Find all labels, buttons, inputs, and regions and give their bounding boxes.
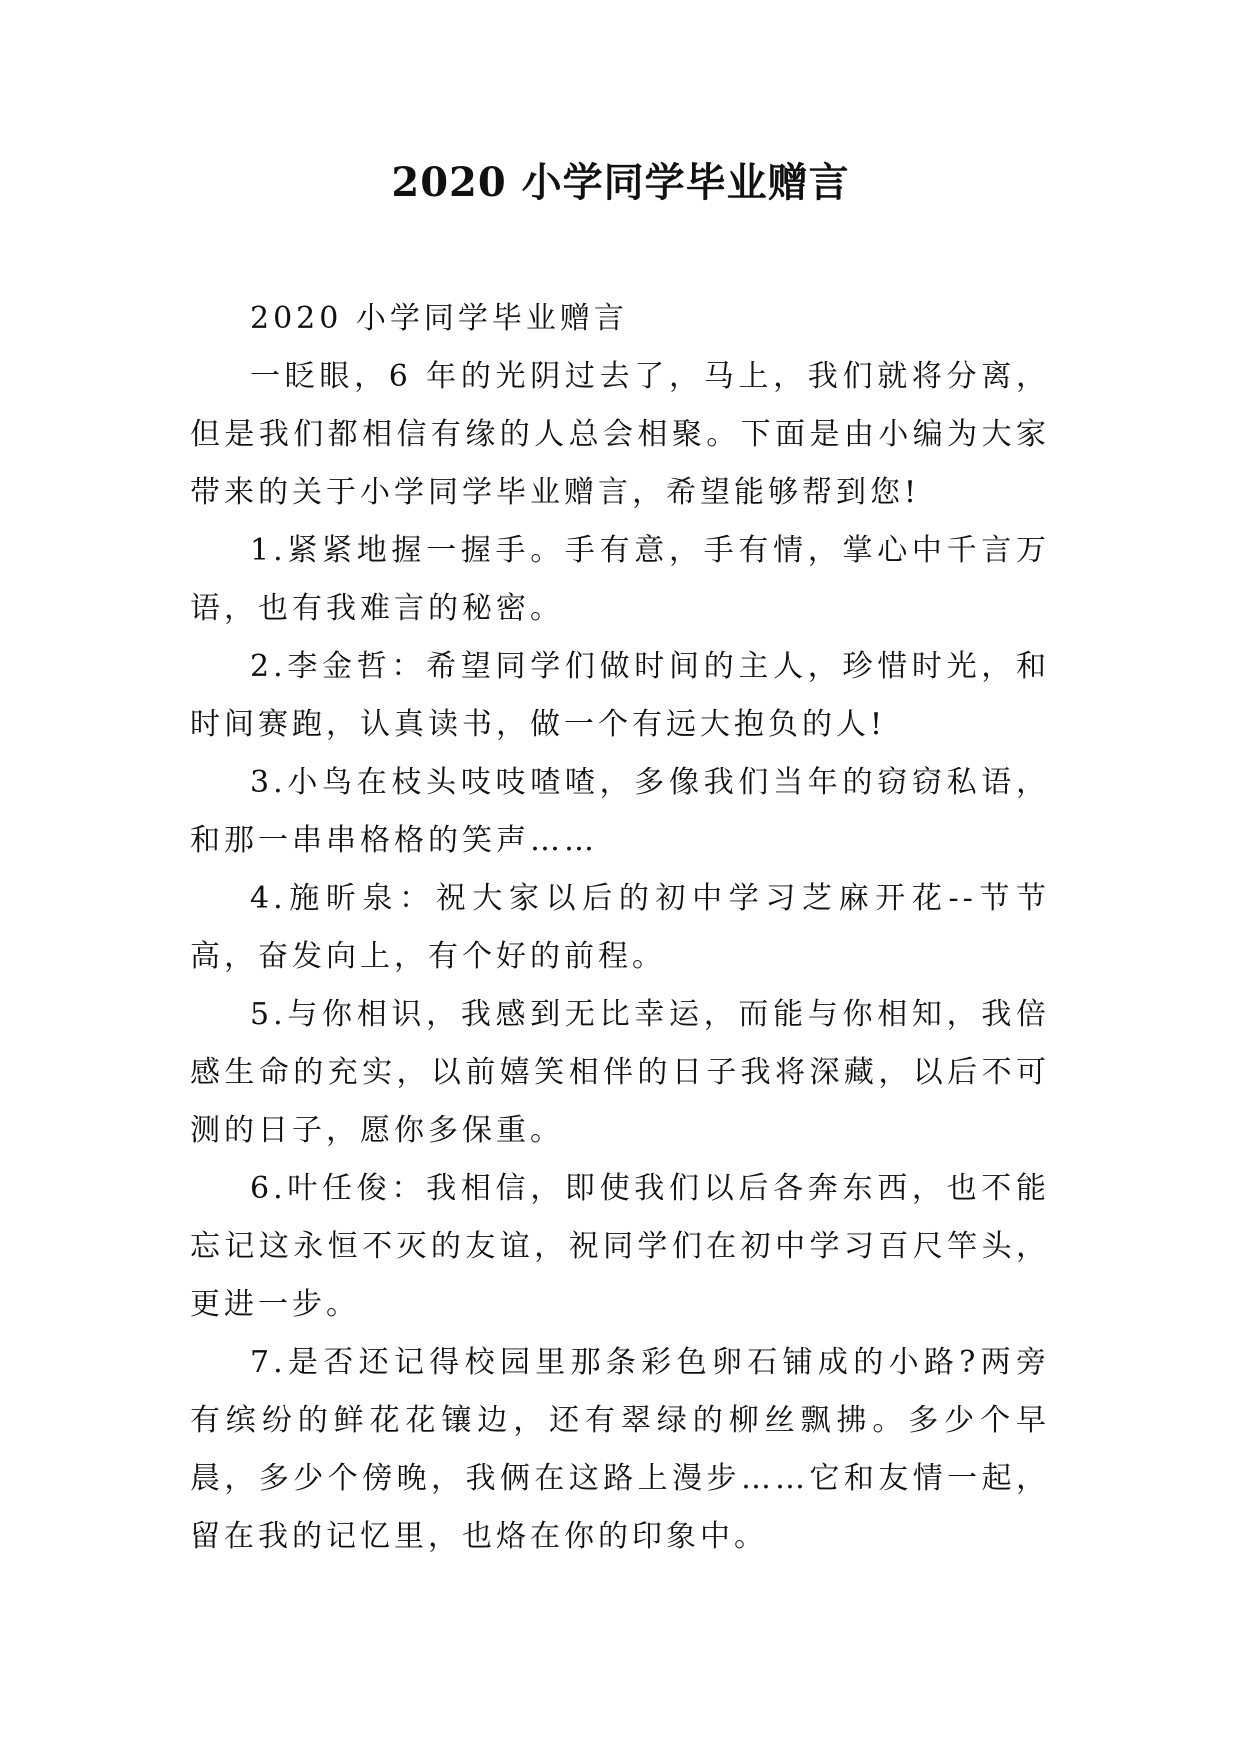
paragraph-item-7: 7.是否还记得校园里那条彩色卵石铺成的小路?两旁有缤纷的鲜花花镶边，还有翠绿的柳丝飘拂。多少个早晨，多少个傍晚，我俩在这路上漫步……它和友情一起，留在我的记忆里，也烙在你的印象中。 (190, 1345, 1050, 1554)
paragraph-item-6: 6.叶任俊：我相信，即使我们以后各奔东西，也不能忘记这永恒不灭的友谊，祝同学们在初中学习百尺竿头，更进一步。 (190, 1171, 1050, 1322)
paragraph-subtitle: 2020 小学同学毕业赠言 (250, 301, 628, 336)
paragraph-item-5: 5.与你相识，我感到无比幸运，而能与你相知，我倍感生命的充实，以前嬉笑相伴的日子我将深藏，以后不可测的日子，愿你多保重。 (190, 997, 1050, 1148)
paragraph-intro: 一眨眼，6 年的光阴过去了，马上，我们就将分离，但是我们都相信有缘的人总会相聚。下面是由小编为大家带来的关于小学同学毕业赠言，希望能够帮到您! (190, 359, 1050, 510)
paragraph-item-1: 1.紧紧地握一握手。手有意，手有情，掌心中千言万语，也有我难言的秘密。 (190, 533, 1050, 626)
paragraph-item-4: 4.施昕泉：祝大家以后的初中学习芝麻开花--节节高，奋发向上，有个好的前程。 (190, 881, 1050, 974)
paragraph-item-3: 3.小鸟在枝头吱吱喳喳，多像我们当年的窃窃私语，和那一串串格格的笑声…… (190, 765, 1050, 858)
document-title: 2020 小学同学毕业赠言 (391, 159, 850, 206)
document-body (190, 290, 1050, 1566)
paragraph-item-2: 2.李金哲：希望同学们做时间的主人，珍惜时光，和时间赛跑，认真读书，做一个有远大抱负的人! (190, 649, 1050, 742)
